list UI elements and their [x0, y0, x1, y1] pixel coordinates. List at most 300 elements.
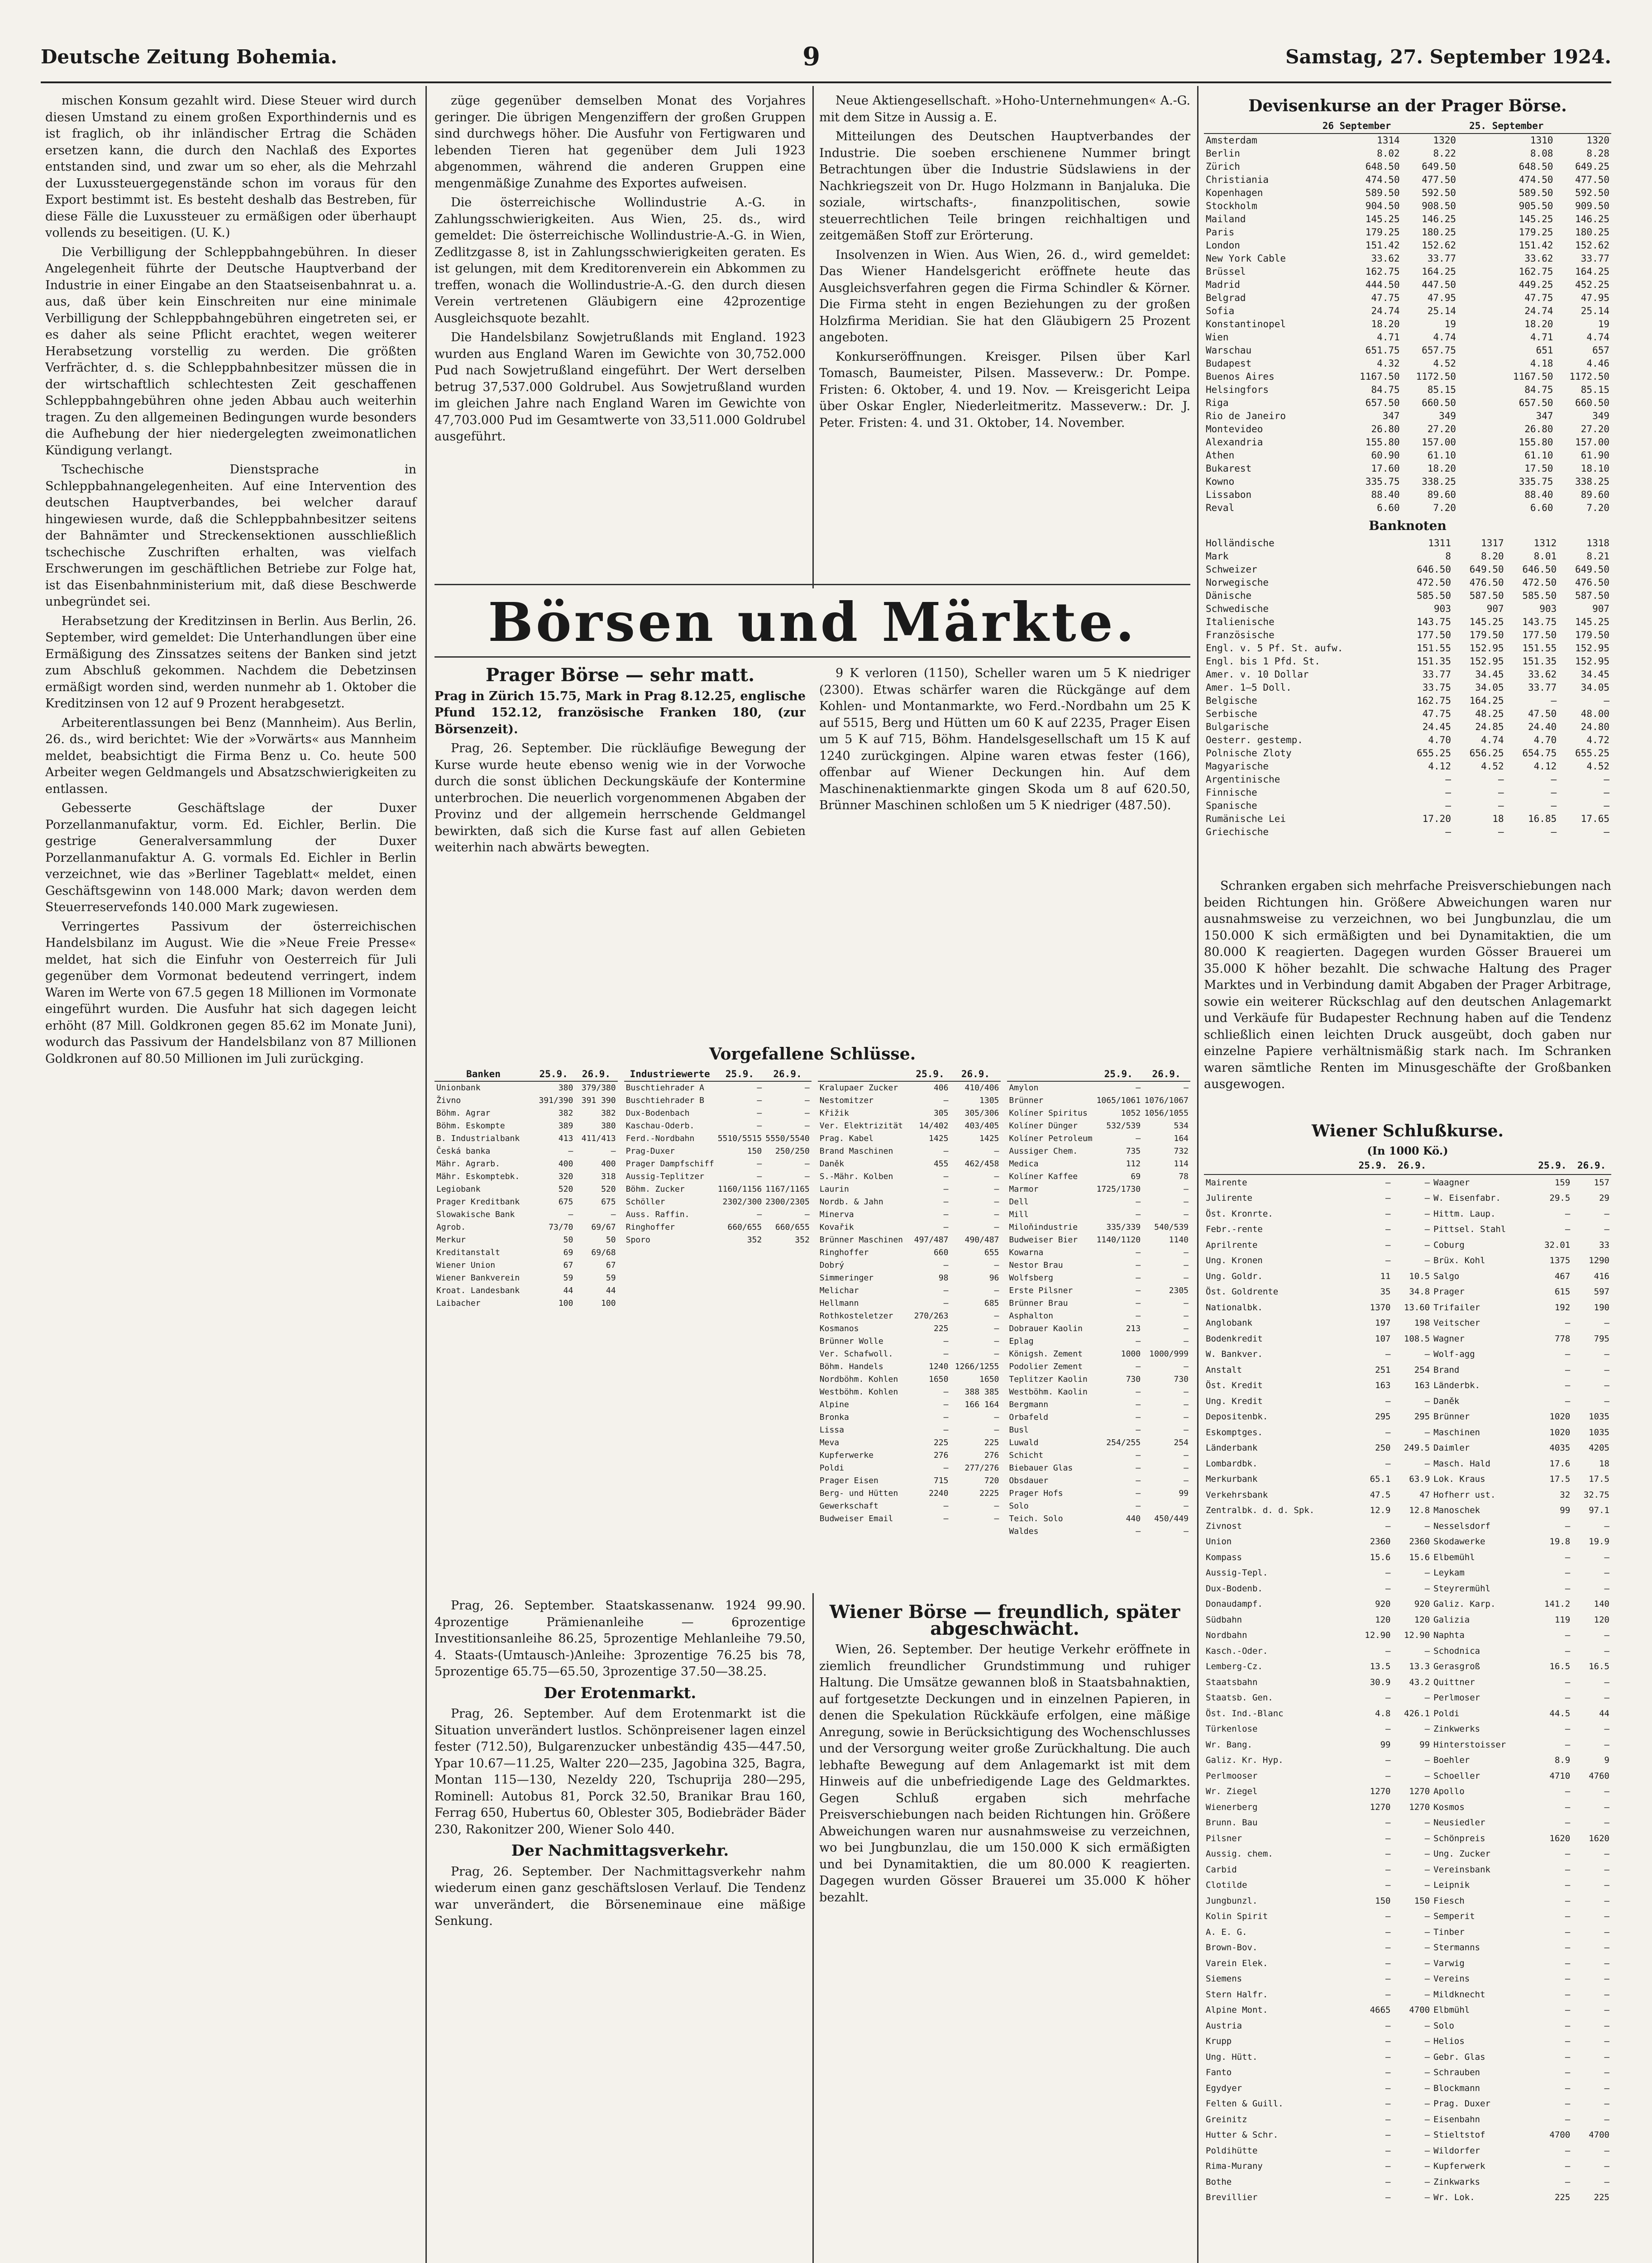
table-row: [434, 1272, 618, 1284]
security-name: Boehler: [1433, 1755, 1470, 1765]
banknotes-heading: Banknoten: [1369, 518, 1447, 533]
security-name: Daněk: [819, 1159, 844, 1169]
currency-name: Zürich: [1206, 161, 1240, 172]
rate-value: 655.25: [1417, 748, 1451, 759]
table-row: [1204, 1784, 1611, 1800]
quote-value: —: [1565, 1818, 1571, 1828]
article-paragraph: Neue Aktiengesellschaft. »Hoho-Unternehmungen« A.-G. mit dem Sitze in Aussig a. E.: [819, 94, 1190, 124]
quote-value: 5510/5515: [717, 1134, 762, 1143]
quote-value: —: [1604, 2161, 1609, 2171]
quote-value: —: [1604, 1739, 1609, 1750]
table-row: [1007, 1348, 1190, 1361]
table-row: [1204, 1534, 1611, 1550]
table-row: [1204, 1971, 1611, 1987]
security-name: Kupferwerke: [819, 1451, 874, 1460]
rate-value: 24.80: [1580, 721, 1609, 732]
table-row: [1204, 200, 1611, 213]
security-name: Biebauer Glas: [1009, 1463, 1073, 1473]
rate-value: 7.20: [1586, 502, 1609, 513]
table-row: [1204, 1394, 1611, 1409]
currency-heading: Devisenkurse an der Prager Börse.: [1248, 96, 1567, 115]
quote-value: 318: [601, 1172, 616, 1181]
currency-name: Christiania: [1206, 174, 1269, 185]
table-row: [1204, 760, 1611, 773]
table-row: [1204, 1222, 1611, 1237]
rate-value: 4.70: [1533, 735, 1557, 745]
quote-value: —: [804, 1108, 810, 1118]
quote-value: —: [1385, 1880, 1391, 1890]
rate-value: 157.00: [1575, 437, 1609, 448]
security-name: Türkenlose: [1206, 1724, 1258, 1734]
security-name: Länderbk.: [1433, 1380, 1480, 1390]
security-name: Merkurbank: [1206, 1474, 1258, 1484]
rate-value: 34.45: [1475, 669, 1504, 680]
table-row: [1204, 1768, 1611, 1784]
quote-value: 10.5: [1409, 1271, 1430, 1281]
security-name: Schoeller: [1433, 1771, 1480, 1781]
quote-value: 379/380: [581, 1083, 616, 1093]
banknote-name: Engl. bis 1 Pfd. St.: [1206, 656, 1320, 667]
table-row: [624, 1094, 812, 1107]
rate-value: —: [1551, 695, 1557, 706]
rate-value: 4.12: [1533, 761, 1557, 772]
quote-value: 778: [1554, 1333, 1571, 1344]
quote-value: —: [994, 1184, 999, 1194]
security-name: Zinkwerks: [1433, 1724, 1480, 1734]
rate-value: 347: [1536, 411, 1553, 421]
quote-value: —: [1385, 1177, 1391, 1188]
quote-value: —: [1136, 1476, 1141, 1485]
rate-value: —: [1551, 826, 1557, 837]
quote-value: —: [1565, 2020, 1571, 2031]
security-name: Vereins: [1433, 1974, 1470, 1984]
currency-name: Bukarest: [1206, 463, 1252, 474]
table-row: [818, 1094, 1001, 1107]
quote-value: 69/68: [591, 1248, 616, 1257]
security-name: Alpine Mont.: [1206, 2005, 1268, 2015]
rate-value: 19: [1598, 319, 1609, 329]
security-name: Stieltstof: [1433, 2130, 1485, 2140]
quote-value: —: [1565, 1927, 1571, 1937]
rate-value: 155.80: [1365, 437, 1400, 448]
table-row: [1007, 1437, 1190, 1449]
security-name: Kroat. Landesbank: [436, 1286, 520, 1295]
banknote-name: Mark: [1206, 551, 1229, 562]
table-row: [1204, 475, 1611, 488]
table-row: [1204, 1315, 1611, 1331]
security-name: Kupferwerk: [1433, 2161, 1485, 2171]
quote-value: —: [1136, 1362, 1141, 1371]
quote-value: 391 390: [581, 1096, 616, 1105]
quote-value: —: [1604, 2083, 1609, 2093]
table-row: [434, 1284, 618, 1297]
security-name: Leipnik: [1433, 1880, 1470, 1890]
quote-value: —: [1136, 1387, 1141, 1397]
rate-value: 17.20: [1422, 813, 1451, 824]
quote-value: —: [568, 1210, 573, 1219]
table-row: [1007, 1120, 1190, 1132]
security-name: Clotilde: [1206, 1880, 1247, 1890]
quote-value: —: [1385, 2083, 1391, 2093]
quote-value: 2360: [1370, 1537, 1391, 1547]
quote-value: —: [1184, 1311, 1189, 1321]
rate-value: 347: [1382, 411, 1400, 421]
security-name: Böhm. Handels: [819, 1362, 883, 1371]
quote-value: 67: [563, 1260, 573, 1270]
security-name: Quittner: [1433, 1677, 1475, 1687]
rate-value: 592.50: [1422, 187, 1456, 198]
security-name: Perlmoser: [1433, 1693, 1480, 1703]
table-row: [818, 1487, 1001, 1500]
quote-value: 163: [1414, 1380, 1430, 1390]
table-row: [1204, 344, 1611, 357]
quote-value: 225: [1554, 2192, 1571, 2202]
quote-value: 18: [1599, 1458, 1609, 1469]
table-row: [1204, 1237, 1611, 1253]
rate-value: 4.52: [1586, 761, 1609, 772]
quote-value: 150: [747, 1146, 762, 1156]
quote-value: —: [994, 1172, 999, 1181]
rate-value: 27.20: [1427, 424, 1456, 434]
quote-value: —: [1184, 1184, 1189, 1194]
security-name: Pilsner: [1206, 1833, 1242, 1843]
security-name: Tinber: [1433, 1927, 1465, 1937]
quote-value: —: [994, 1514, 999, 1523]
quote-value: —: [1604, 1396, 1609, 1406]
quote-value: 44: [606, 1286, 616, 1295]
quote-value: —: [1565, 2005, 1571, 2015]
table-row: [818, 1183, 1001, 1196]
trade-group: [624, 1067, 812, 1538]
quote-value: 17.6: [1549, 1458, 1571, 1469]
trade-table: [624, 1067, 812, 1246]
quote-value: 99: [1560, 1505, 1571, 1515]
quote-value: 17.5: [1549, 1474, 1571, 1484]
security-name: Nordböhm. Kohlen: [819, 1375, 898, 1384]
table-header: 25.9.: [1353, 1157, 1393, 1174]
quote-value: —: [804, 1210, 810, 1219]
table-row: [1007, 1373, 1190, 1386]
quote-value: 17.5: [1589, 1474, 1609, 1484]
quote-value: 4665: [1370, 2005, 1391, 2015]
security-name: Zinkwarks: [1433, 2177, 1480, 2187]
security-name: Wr. Lok.: [1433, 2192, 1475, 2202]
quote-value: —: [1424, 1833, 1430, 1843]
rate-value: —: [1604, 800, 1609, 811]
table-row: [1204, 1206, 1611, 1222]
rate-value: 24.85: [1475, 721, 1504, 732]
quote-value: 730: [1126, 1375, 1141, 1384]
rate-value: 4.52: [1433, 358, 1456, 369]
currency-name: Stockholm: [1206, 201, 1257, 211]
table-row: [818, 1132, 1001, 1145]
page-number: 9: [802, 42, 821, 72]
quote-value: 732: [1174, 1146, 1189, 1156]
security-name: Prag-Duxer: [625, 1146, 675, 1156]
section-rule: [434, 584, 1190, 585]
quote-value: —: [1565, 1911, 1571, 1921]
quote-value: —: [1184, 1527, 1189, 1536]
quote-value: 4700: [1549, 2130, 1571, 2140]
security-name: Prag. Kabel: [819, 1134, 874, 1143]
quote-value: 32.01: [1544, 1240, 1571, 1250]
quote-value: 1240: [929, 1362, 949, 1371]
quote-value: 534: [1174, 1121, 1189, 1131]
table-row: [1007, 1145, 1190, 1158]
table-header: 25.9.: [1094, 1067, 1142, 1081]
security-name: Obsdauer: [1009, 1476, 1049, 1485]
quote-value: —: [1565, 2099, 1571, 2109]
security-name: Agrob.: [436, 1222, 466, 1232]
column-2-top: [434, 93, 806, 582]
quote-value: —: [1604, 1802, 1609, 1812]
banknote-name: Griechische: [1206, 826, 1269, 837]
table-row: [1204, 265, 1611, 278]
quote-value: —: [1385, 1646, 1391, 1656]
security-name: Wr. Bang.: [1206, 1739, 1252, 1750]
quote-value: 12.90: [1365, 1630, 1391, 1640]
quote-value: 198: [1414, 1318, 1430, 1328]
rate-value: 1320: [1433, 135, 1456, 146]
table-row: [818, 1107, 1001, 1120]
currency-name: Paris: [1206, 227, 1235, 238]
quote-value: 251: [1375, 1365, 1391, 1375]
banknote-name: Polnische Zloty: [1206, 748, 1292, 759]
article-paragraph: Die österreichische Wollindustrie A.-G. in Zahlungsschwierigkeiten. Aus Wien, 25. ds., wird gemeldet: Die österreichische Wollindustrie-A.-G. in Wien, Zedlitzgasse 8, ist in Zahlungsschwierigkeiten geraten. Es ist gelungen, mit dem Kreditorenverein ein Abkommen zu treffen, wonach die Wollindustrie-A.-G. den durch diesen Verein vertretenen Gläubigern eine 42prozentige Ausgleichsquote bezahlt.: [434, 196, 806, 325]
security-name: Varein Elek.: [1206, 1958, 1268, 1968]
table-row: [818, 1259, 1001, 1272]
quote-value: 426.1: [1404, 1708, 1430, 1719]
security-name: Blockmann: [1433, 2083, 1480, 2093]
rate-value: 4.74: [1481, 735, 1504, 745]
security-name: Prager Eisen: [819, 1476, 879, 1485]
quote-value: 416: [1594, 1271, 1609, 1281]
quote-value: —: [1424, 2020, 1430, 2031]
rate-value: —: [1445, 826, 1451, 837]
rate-value: 152.95: [1469, 643, 1504, 654]
quote-value: 715: [933, 1476, 949, 1485]
banknote-name: Dänische: [1206, 590, 1252, 601]
rate-value: 8.28: [1586, 148, 1609, 159]
table-row: [1204, 1831, 1611, 1847]
rate-value: —: [1445, 774, 1451, 785]
security-name: Anglobank: [1206, 1318, 1252, 1328]
quote-value: —: [943, 1222, 949, 1232]
table-row: [1007, 1310, 1190, 1322]
rate-value: 4.18: [1530, 358, 1553, 369]
rate-value: 1320: [1586, 135, 1609, 146]
quote-value: 19.8: [1549, 1537, 1571, 1547]
security-name: Eisenbahn: [1433, 2114, 1480, 2125]
table-row: [1007, 1234, 1190, 1246]
table-row: [818, 1310, 1001, 1322]
quote-value: —: [757, 1172, 762, 1181]
quote-value: —: [994, 1311, 999, 1321]
quote-value: 490/487: [964, 1235, 999, 1245]
table-row: [1007, 1208, 1190, 1221]
table-row: [1007, 1386, 1190, 1399]
quote-value: 389: [558, 1121, 573, 1131]
article-paragraph: Herabsetzung der Kreditzinsen in Berlin. Aus Berlin, 26. September, wird gemeldet: Die Unterhandlungen über eine Ermäßigung des Zinssatzes seitens der Banken sind jetzt zum Abschluß gekommen. Nachdem die Debetzinsen ermäßigt worden sind, werden nunmehr ab 1. Oktober die Kreditzinsen von 12 auf 9 Prozent herabgesetzt.: [45, 614, 416, 711]
security-name: Miloňindustrie: [1009, 1222, 1078, 1232]
table-row: [1204, 1284, 1611, 1300]
quote-value: —: [1385, 2161, 1391, 2171]
table-row: [818, 1234, 1001, 1246]
quote-value: 99: [1380, 1739, 1391, 1750]
quote-value: 35: [1380, 1287, 1391, 1297]
quote-value: 1140/1120: [1096, 1235, 1141, 1245]
currency-name: Madrid: [1206, 279, 1240, 290]
security-name: Buschtiehrader A: [625, 1083, 704, 1093]
rate-value: 145.25: [1575, 616, 1609, 627]
rate-value: 18: [1492, 813, 1504, 824]
security-name: Hinterstoisser: [1433, 1739, 1506, 1750]
column-4-text: [1204, 878, 1611, 1113]
rate-value: 4.74: [1433, 332, 1456, 343]
quote-value: 295: [1414, 1412, 1430, 1422]
quote-value: 69/67: [591, 1222, 616, 1232]
quote-value: 440: [1126, 1514, 1141, 1523]
rate-value: 657.50: [1365, 397, 1400, 408]
security-name: Kolíner Dünger: [1009, 1121, 1078, 1131]
rate-value: 33.77: [1580, 253, 1609, 264]
table-row: [624, 1196, 812, 1208]
security-name: Luwald: [1009, 1438, 1039, 1447]
quote-value: 276: [933, 1451, 949, 1460]
quote-value: 1270: [1370, 1802, 1391, 1812]
rate-value: 145.25: [1518, 214, 1553, 224]
table-row: [1204, 1362, 1611, 1378]
table-row: [1007, 1221, 1190, 1234]
quote-value: —: [1604, 1989, 1609, 2000]
table-row: [1204, 1253, 1611, 1269]
quote-value: —: [1604, 1895, 1609, 1906]
article-paragraph: Die Verbilligung der Schleppbahngebühren. In dieser Angelegenheit führte der Deutsche Hauptverband der Industrie in einer Eingabe an den Staatseisenbahnrat u. a. aus, daß über kein Einschreiten nur eine minimale Verbilligung der Schleppbahngebühren eingetreten sei, er es daher als seine Pflicht erachtet, wegen weiterer Herabsetzung vorstellig zu werden. Die größten Verfrächter, d. s. die Schleppbahnbesitzer müssen die in der wirtschaftlich schlechtesten Zeit geschaffenen Schleppbahngebühren ohne jeden Abbau auch weiterhin tragen. Zu den allgemeinen Bedingungen wurde besonders die Aufhebung der hier niedergelegten zweimonatlichen Kündigung verlangt.: [45, 245, 416, 458]
quote-value: 720: [984, 1476, 999, 1485]
quote-value: —: [1385, 2067, 1391, 2077]
quote-value: —: [1604, 1568, 1609, 1578]
quote-value: 107: [1375, 1333, 1391, 1344]
quote-value: 163: [1375, 1380, 1391, 1390]
quote-value: —: [1424, 2067, 1430, 2077]
security-name: Ung. Goldr.: [1206, 1271, 1263, 1281]
table-row: [818, 1449, 1001, 1462]
quote-value: 1270: [1409, 1786, 1430, 1796]
security-name: Aussig. chem.: [1206, 1849, 1273, 1859]
rate-value: 651.75: [1365, 345, 1400, 356]
article-paragraph: Tschechische Dienstsprache in Schleppbahnangelegenheiten. Auf eine Intervention des deutschen Hauptverbandes, bei welcher darauf hingewiesen wurde, daß die Schleppbahnbesitzer seitens der Bahnämter und Streckensektionen ausschließlich tschechische Zuschriften erhalten, was vielfach Erschwerungen im geschäftlichen Betriebe zur Folge hat, ist das Eisenbahnministerium mit, daß diese Beschwerde unbegründet sei.: [45, 463, 416, 609]
quote-value: —: [1565, 1739, 1571, 1750]
quote-value: 467: [1554, 1271, 1571, 1281]
quote-value: 382: [558, 1108, 573, 1118]
quote-value: 920: [1414, 1599, 1430, 1609]
table-row: [1204, 2143, 1611, 2159]
security-name: Ver. Schafwoll.: [819, 1349, 893, 1359]
rate-value: 477.50: [1422, 174, 1456, 185]
rate-value: 6.60: [1377, 502, 1400, 513]
banknote-name: Magyarische: [1206, 761, 1269, 772]
currency-name: Riga: [1206, 397, 1229, 408]
quote-value: 380: [601, 1121, 616, 1131]
security-name: W. Eisenfabr.: [1433, 1193, 1501, 1203]
rate-value: 157.00: [1422, 437, 1456, 448]
table-row: [434, 1221, 618, 1234]
quote-value: —: [1424, 1256, 1430, 1265]
quote-value: —: [994, 1349, 999, 1359]
security-name: Ung. Hütt.: [1206, 2052, 1258, 2062]
rate-value: 164.25: [1469, 695, 1504, 706]
rate-value: 649.25: [1575, 161, 1609, 172]
table-row: [434, 1297, 618, 1310]
table-row: [1204, 213, 1611, 226]
quote-value: —: [757, 1083, 762, 1093]
rate-value: 47.50: [1528, 708, 1557, 719]
rate-value: 33.62: [1371, 253, 1400, 264]
banknote-name: Serbische: [1206, 708, 1257, 719]
quote-value: 660/655: [727, 1222, 762, 1232]
quote-value: 197: [1375, 1318, 1391, 1328]
table-row: [434, 1094, 618, 1107]
table-row: [1204, 1628, 1611, 1643]
rate-value: 7.20: [1433, 502, 1456, 513]
quote-value: 65.1: [1370, 1474, 1391, 1484]
rate-value: 907: [1592, 603, 1609, 614]
quote-value: 675: [601, 1197, 616, 1207]
rate-value: 151.35: [1417, 656, 1451, 667]
table-row: [1204, 1893, 1611, 1909]
security-name: Jungbunzl.: [1206, 1895, 1258, 1906]
prague-heading: Prager Börse — sehr matt.: [485, 665, 755, 686]
security-name: Hittm. Laup.: [1433, 1208, 1496, 1219]
quote-value: 411/413: [581, 1134, 616, 1143]
rate-value: —: [1551, 800, 1557, 811]
quote-value: —: [994, 1501, 999, 1511]
security-name: Coburg: [1433, 1240, 1465, 1250]
quote-value: 400: [558, 1159, 573, 1169]
table-header: 25.9.: [716, 1067, 764, 1081]
rate-value: 33.75: [1422, 682, 1451, 693]
table-row: [434, 1234, 618, 1246]
table-row: [1204, 305, 1611, 318]
table-row: [1204, 681, 1611, 694]
quote-value: —: [1385, 2052, 1391, 2062]
table-row: [434, 1196, 618, 1208]
table-row: [1007, 1297, 1190, 1310]
quote-value: 1650: [929, 1375, 949, 1384]
rate-value: 18.20: [1427, 463, 1456, 474]
currency-name: Rio de Janeiro: [1206, 411, 1286, 421]
quote-value: —: [1184, 1400, 1189, 1409]
table-row: [1007, 1462, 1190, 1475]
table-row: [1204, 449, 1611, 462]
quote-value: —: [1424, 1427, 1430, 1437]
quote-value: 120: [1594, 1614, 1609, 1625]
rate-value: 162.75: [1365, 266, 1400, 277]
rate-value: 162.75: [1417, 695, 1451, 706]
quote-value: —: [804, 1172, 810, 1181]
quote-value: —: [757, 1121, 762, 1131]
security-name: Simmeringer: [819, 1273, 874, 1283]
article-paragraph: Schranken ergaben sich mehrfache Preisverschiebungen nach beiden Richtungen hin. Größere Abweichungen waren nur ausnahmsweise zu verzeichnen, wo bei Jungbunzlau, die um 150.000 K sich ermäßigten und bei Dynamitaktien, die um 80.000 K reagierten. Dagegen wurden Gösser Brauerei um 35.000 K höher bezahlt. Die schwache Haltung des Prager Marktes und in Verbindung damit Abgaben der Prager Arbitrage, sowie ein weiterer Rückschlag auf den deutschen Anlagemarkt und Verkäufe für Budapester Rechnung haben auf die Tendenz schließlich einen leichten Druck ausgeübt, doch gaben nur einzelne Papiere verhältnismäßig stark nach. Im Schranken waren sämtliche Renten im Minusgeschäfte der Großbanken ausgewogen.: [1204, 879, 1611, 1091]
rate-value: 587.50: [1469, 590, 1504, 601]
quote-value: 164: [1174, 1134, 1189, 1143]
table-row: [1204, 1924, 1611, 1940]
security-name: Daimler: [1433, 1443, 1470, 1453]
table-row: [818, 1246, 1001, 1259]
security-name: Anstalt: [1206, 1365, 1242, 1375]
security-name: Länderbank: [1206, 1443, 1258, 1453]
quote-value: 44.5: [1549, 1708, 1571, 1719]
